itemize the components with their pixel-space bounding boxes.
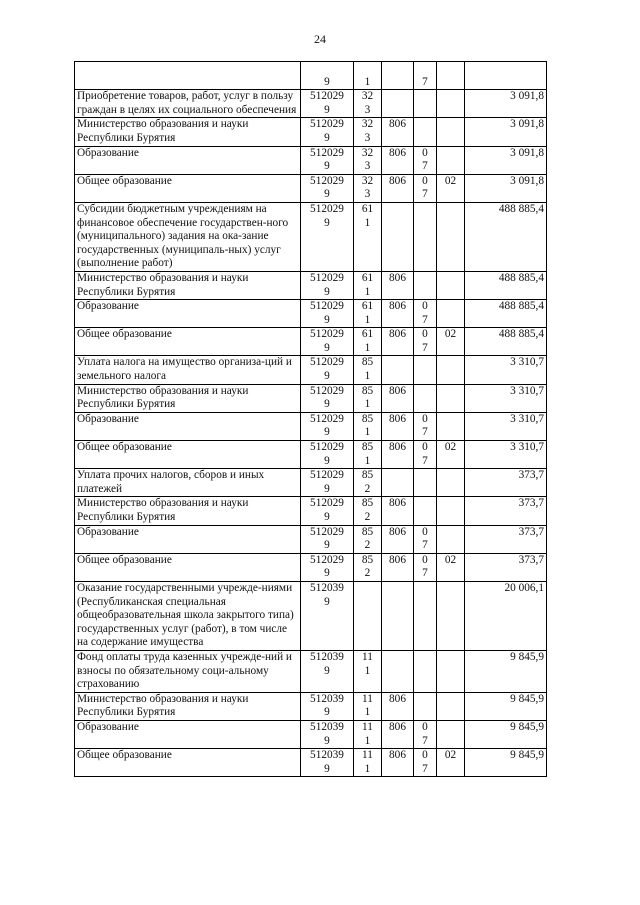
table-row [75,118,547,146]
amount-cell: 3 091,8 [465,90,547,118]
section-cell: 0 7 [414,412,437,440]
amount-cell: 373,7 [465,553,547,581]
target-article-cell: 512029 9 [301,174,354,202]
table-row [75,720,547,748]
row-name-cell: Образование [75,412,301,440]
expense-type-cell: 11 1 [354,720,382,748]
table-row [75,202,547,271]
section-cell: 0 7 [414,174,437,202]
target-article-cell: 512039 9 [301,650,354,692]
section-cell [414,581,437,650]
amount-cell: 3 091,8 [465,174,547,202]
row-name-cell: Министерство образования и науки Республики Бурятия [75,271,301,299]
amount-cell: 373,7 [465,525,547,553]
table-row [75,692,547,720]
table-row [75,300,547,328]
expense-type-cell: 85 2 [354,497,382,525]
subsection-cell: 02 [437,174,465,202]
ministry-code-cell: 806 [382,146,414,174]
table-row [75,497,547,525]
section-cell: 0 7 [414,146,437,174]
target-article-cell: 512039 9 [301,581,354,650]
amount-cell: 3 310,7 [465,356,547,384]
section-cell [414,384,437,412]
ministry-code-cell: 806 [382,384,414,412]
expense-type-cell: 85 2 [354,553,382,581]
table-row [75,62,547,90]
section-cell [414,271,437,299]
target-article-cell: 512029 9 [301,271,354,299]
section-cell: 7 [414,62,437,90]
row-name-cell: Образование [75,146,301,174]
table-row [75,328,547,356]
row-name-cell: Министерство образования и науки Республики Бурятия [75,384,301,412]
ministry-code-cell [382,650,414,692]
table-row [75,650,547,692]
ministry-code-cell [382,90,414,118]
subsection-cell [437,469,465,497]
table-row [75,553,547,581]
subsection-cell [437,62,465,90]
subsection-cell [437,271,465,299]
row-name-cell: Министерство образования и науки Республики Бурятия [75,692,301,720]
subsection-cell [437,118,465,146]
amount-cell: 9 845,9 [465,650,547,692]
ministry-code-cell: 806 [382,749,414,777]
expense-type-cell: 32 3 [354,146,382,174]
section-cell: 0 7 [414,441,437,469]
table-row [75,271,547,299]
table-row [75,146,547,174]
section-cell [414,650,437,692]
section-cell [414,118,437,146]
subsection-cell: 02 [437,553,465,581]
target-article-cell: 512029 9 [301,146,354,174]
ministry-code-cell [382,202,414,271]
table-row [75,174,547,202]
ministry-code-cell [382,62,414,90]
table-body [75,62,547,777]
subsection-cell [437,412,465,440]
row-name-cell: Субсидии бюджетным учреждениям на финансовое обеспечение государствен-ного (муниципального) задания на ока-зание государственных (муниципаль-ных) услуг (выполнение работ) [75,202,301,271]
target-article-cell: 512029 9 [301,497,354,525]
expense-type-cell: 1 [354,62,382,90]
section-cell [414,356,437,384]
subsection-cell: 02 [437,328,465,356]
amount-cell: 488 885,4 [465,271,547,299]
amount-cell: 9 845,9 [465,720,547,748]
section-cell [414,90,437,118]
amount-cell: 488 885,4 [465,202,547,271]
expense-type-cell: 61 1 [354,328,382,356]
ministry-code-cell: 806 [382,328,414,356]
row-name-cell: Общее образование [75,553,301,581]
expense-type-cell: 85 2 [354,469,382,497]
subsection-cell [437,650,465,692]
amount-cell: 9 845,9 [465,749,547,777]
target-article-cell: 512029 9 [301,118,354,146]
target-article-cell: 512039 9 [301,692,354,720]
target-article-cell: 512029 9 [301,384,354,412]
subsection-cell [437,202,465,271]
budget-table [74,61,547,777]
target-article-cell: 512039 9 [301,749,354,777]
row-name-cell: Уплата налога на имущество организа-ций и земельного налога [75,356,301,384]
ministry-code-cell [382,469,414,497]
section-cell: 0 7 [414,300,437,328]
subsection-cell [437,356,465,384]
row-name-cell: Министерство образования и науки Республики Бурятия [75,118,301,146]
row-name-cell: Уплата прочих налогов, сборов и иных платежей [75,469,301,497]
section-cell: 0 7 [414,525,437,553]
ministry-code-cell: 806 [382,174,414,202]
ministry-code-cell: 806 [382,692,414,720]
table-row [75,525,547,553]
expense-type-cell: 61 1 [354,202,382,271]
expense-type-cell: 11 1 [354,692,382,720]
subsection-cell [437,497,465,525]
expense-type-cell: 85 1 [354,412,382,440]
section-cell: 0 7 [414,720,437,748]
subsection-cell [437,384,465,412]
expense-type-cell: 32 3 [354,174,382,202]
amount-cell: 3 310,7 [465,412,547,440]
ministry-code-cell: 806 [382,497,414,525]
expense-type-cell: 32 3 [354,118,382,146]
amount-cell: 373,7 [465,469,547,497]
row-name-cell: Общее образование [75,749,301,777]
amount-cell: 20 006,1 [465,581,547,650]
subsection-cell [437,525,465,553]
row-name-cell: Общее образование [75,174,301,202]
target-article-cell: 512029 9 [301,412,354,440]
amount-cell: 9 845,9 [465,692,547,720]
expense-type-cell: 11 1 [354,650,382,692]
target-article-cell: 512029 9 [301,525,354,553]
table-row [75,384,547,412]
target-article-cell: 9 [301,62,354,90]
expense-type-cell: 11 1 [354,749,382,777]
expense-type-cell: 85 1 [354,356,382,384]
subsection-cell [437,581,465,650]
section-cell [414,692,437,720]
expense-type-cell: 85 2 [354,525,382,553]
ministry-code-cell [382,356,414,384]
amount-cell [465,62,547,90]
subsection-cell [437,300,465,328]
expense-type-cell: 32 3 [354,90,382,118]
ministry-code-cell [382,581,414,650]
amount-cell: 3 310,7 [465,384,547,412]
subsection-cell [437,146,465,174]
table-row [75,749,547,777]
expense-type-cell: 85 1 [354,441,382,469]
amount-cell: 3 091,8 [465,118,547,146]
subsection-cell: 02 [437,749,465,777]
target-article-cell: 512029 9 [301,441,354,469]
target-article-cell: 512029 9 [301,90,354,118]
expense-type-cell [354,581,382,650]
target-article-cell: 512029 9 [301,202,354,271]
subsection-cell: 02 [437,441,465,469]
ministry-code-cell: 806 [382,525,414,553]
row-name-cell: Общее образование [75,441,301,469]
subsection-cell [437,692,465,720]
ministry-code-cell: 806 [382,300,414,328]
subsection-cell [437,90,465,118]
table-row [75,441,547,469]
section-cell: 0 7 [414,749,437,777]
amount-cell: 373,7 [465,497,547,525]
row-name-cell: Образование [75,720,301,748]
amount-cell: 488 885,4 [465,300,547,328]
section-cell [414,469,437,497]
row-name-cell: Образование [75,300,301,328]
amount-cell: 3 091,8 [465,146,547,174]
amount-cell: 3 310,7 [465,441,547,469]
row-name-cell: Фонд оплаты труда казенных учрежде-ний и взносы по обязательному соци-альному страхованию [75,650,301,692]
ministry-code-cell: 806 [382,271,414,299]
row-name-cell: Министерство образования и науки Республики Бурятия [75,497,301,525]
subsection-cell [437,720,465,748]
ministry-code-cell: 806 [382,553,414,581]
table-row [75,581,547,650]
section-cell: 0 7 [414,553,437,581]
section-cell [414,497,437,525]
table-row [75,412,547,440]
ministry-code-cell: 806 [382,118,414,146]
table-row [75,90,547,118]
expense-type-cell: 85 1 [354,384,382,412]
section-cell [414,202,437,271]
row-name-cell: Общее образование [75,328,301,356]
target-article-cell: 512029 9 [301,469,354,497]
ministry-code-cell: 806 [382,412,414,440]
expense-type-cell: 61 1 [354,271,382,299]
expense-type-cell: 61 1 [354,300,382,328]
target-article-cell: 512029 9 [301,553,354,581]
ministry-code-cell: 806 [382,441,414,469]
row-name-cell: Приобретение товаров, работ, услуг в пользу граждан в целях их социального обеспечения [75,90,301,118]
ministry-code-cell: 806 [382,720,414,748]
page-number: 24 [314,32,326,46]
row-name-cell: Образование [75,525,301,553]
target-article-cell: 512039 9 [301,720,354,748]
amount-cell: 488 885,4 [465,328,547,356]
target-article-cell: 512029 9 [301,356,354,384]
row-name-cell [75,62,301,90]
target-article-cell: 512029 9 [301,300,354,328]
section-cell: 0 7 [414,328,437,356]
table-row [75,469,547,497]
row-name-cell: Оказание государственными учрежде-ниями (Республиканская специальная общеобразовательная школа закрытого типа) государственных услуг (работ), в том числе на содержание имущества [75,581,301,650]
target-article-cell: 512029 9 [301,328,354,356]
table-row [75,356,547,384]
